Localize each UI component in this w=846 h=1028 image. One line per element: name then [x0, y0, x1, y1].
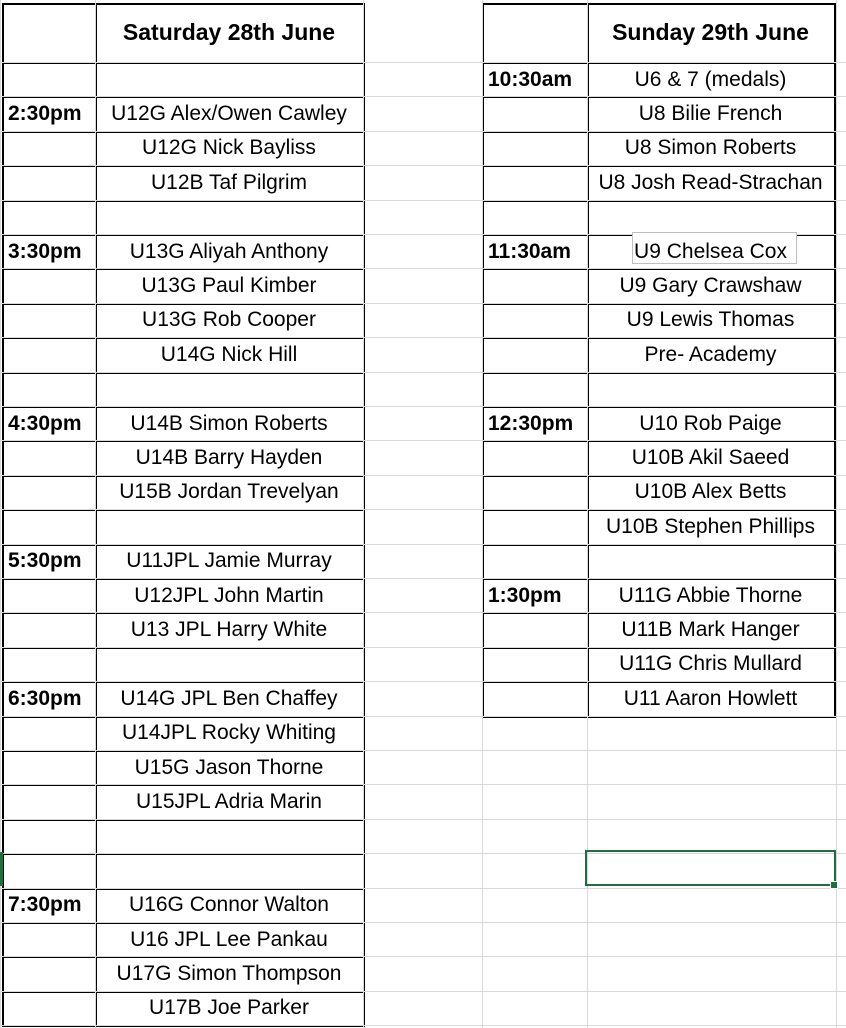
- saturday-entry-cell[interactable]: U14G Nick Hill: [160, 342, 298, 366]
- sunday-entry-cell[interactable]: U10B Alex Betts: [634, 480, 787, 504]
- saturday-entry-cell[interactable]: U17B Joe Parker: [149, 996, 309, 1020]
- saturday-entry-cell[interactable]: U16G Connor Walton: [129, 893, 329, 917]
- sunday-entry-cell[interactable]: U10B Akil Saeed: [631, 446, 790, 470]
- saturday-entry-cell[interactable]: U17G Simon Thompson: [116, 962, 342, 986]
- gridline-row: [0, 372, 846, 373]
- gridline-row: [0, 200, 846, 201]
- sunday-entry-cell[interactable]: U11G Chris Mullard: [619, 652, 802, 676]
- saturday-time-cell[interactable]: 3:30pm: [8, 239, 82, 263]
- sunday-time-cell[interactable]: 12:30pm: [488, 411, 574, 435]
- sunday-time-cell[interactable]: 11:30am: [488, 239, 571, 263]
- saturday-entry-cell[interactable]: U15B Jordan Trevelyan: [119, 480, 339, 504]
- saturday-time-cell[interactable]: 2:30pm: [8, 102, 82, 126]
- row-selection-indicator: [0, 852, 3, 886]
- saturday-entry-cell[interactable]: U12G Nick Bayliss: [142, 136, 316, 160]
- sunday-entry-cell[interactable]: Pre- Academy: [644, 342, 777, 366]
- sunday-entry-cell[interactable]: U8 Simon Roberts: [624, 136, 797, 160]
- sunday-time-cell[interactable]: 1:30pm: [488, 583, 562, 607]
- sunday-entry-cell[interactable]: U9 Gary Crawshaw: [619, 274, 802, 298]
- saturday-header[interactable]: Saturday 28th June: [122, 19, 336, 45]
- gridline-row: [0, 819, 846, 820]
- saturday-entry-cell[interactable]: U11JPL Jamie Murray: [126, 549, 332, 573]
- sunday-time-cell[interactable]: 10:30am: [488, 67, 573, 91]
- gridline-col: [482, 0, 483, 1028]
- saturday-entry-cell[interactable]: U14B Simon Roberts: [130, 411, 328, 435]
- sunday-entry-cell[interactable]: U8 Josh Read-Strachan: [598, 170, 823, 194]
- saturday-entry-cell[interactable]: U12JPL John Martin: [134, 583, 324, 607]
- saturday-entry-cell[interactable]: U13G Aliyah Anthony: [129, 239, 329, 263]
- saturday-entry-cell[interactable]: U13G Paul Kimber: [141, 274, 317, 298]
- saturday-time-cell[interactable]: 4:30pm: [8, 411, 82, 435]
- saturday-entry-cell[interactable]: U13G Rob Cooper: [142, 308, 316, 332]
- sunday-entry-cell[interactable]: U6 & 7 (medals): [634, 67, 787, 91]
- sunday-entry-cell[interactable]: U9 Lewis Thomas: [626, 308, 795, 332]
- saturday-time-cell[interactable]: 6:30pm: [8, 686, 82, 710]
- saturday-entry-cell[interactable]: U16 JPL Lee Pankau: [130, 927, 328, 951]
- gridline-col: [836, 0, 837, 1028]
- saturday-entry-cell[interactable]: U12G Alex/Owen Cawley: [111, 102, 347, 126]
- sunday-entry-cell[interactable]: U9 Chelsea Cox: [634, 239, 787, 263]
- sunday-entry-cell[interactable]: U11 Aaron Howlett: [623, 686, 798, 710]
- saturday-time-cell[interactable]: 5:30pm: [8, 549, 82, 573]
- sunday-header[interactable]: Sunday 29th June: [612, 19, 809, 45]
- saturday-entry-cell[interactable]: U12B Taf Pilgrim: [150, 170, 307, 194]
- saturday-entry-cell[interactable]: U14B Barry Hayden: [135, 446, 323, 470]
- saturday-entry-cell[interactable]: U14G JPL Ben Chaffey: [120, 686, 338, 710]
- saturday-time-cell[interactable]: 7:30pm: [8, 893, 82, 917]
- saturday-entry-cell[interactable]: U14JPL Rocky Whiting: [122, 721, 336, 745]
- gridline-col: [363, 0, 364, 1028]
- sunday-entry-cell[interactable]: U11B Mark Hanger: [621, 618, 800, 642]
- sunday-entry-cell[interactable]: U11G Abbie Thorne: [618, 583, 803, 607]
- sunday-entry-cell[interactable]: U8 Bilie French: [638, 102, 783, 126]
- saturday-entry-cell[interactable]: U15JPL Adria Marin: [136, 790, 322, 814]
- fill-handle[interactable]: [830, 881, 838, 889]
- saturday-entry-cell[interactable]: U13 JPL Harry White: [130, 618, 328, 642]
- sunday-entry-cell[interactable]: U10B Stephen Phillips: [606, 514, 815, 538]
- saturday-entry-cell[interactable]: U15G Jason Thorne: [134, 755, 324, 779]
- selected-cell[interactable]: [585, 850, 836, 886]
- sunday-entry-cell[interactable]: U10 Rob Paige: [639, 411, 782, 435]
